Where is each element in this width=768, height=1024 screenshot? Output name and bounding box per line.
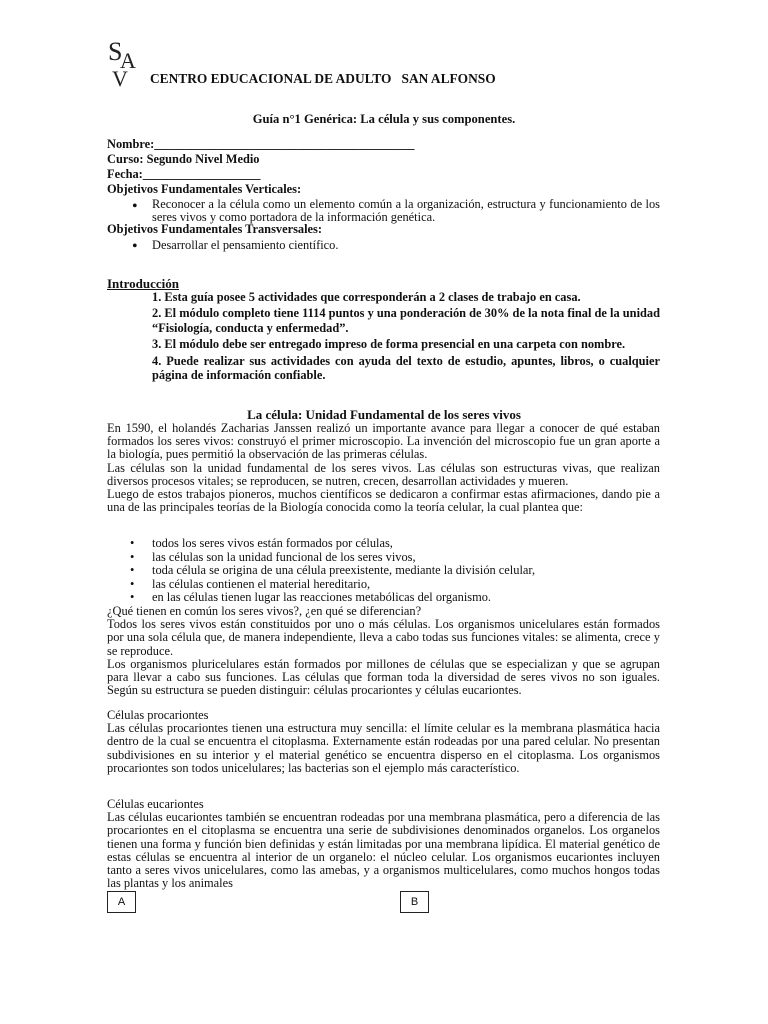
- transversal-objective-item: Desarrollar el pensamiento científico.: [152, 238, 339, 252]
- section-title: La célula: Unidad Fundamental de los seres vivos: [247, 407, 521, 422]
- intro-item-3: 3. El módulo debe ser entregado impreso de forma presencial en una carpeta con nombre.: [152, 337, 626, 352]
- guide-title: Guía n°1 Genérica: La célula y sus componentes.: [252, 112, 516, 126]
- list-item: • todos los seres vivos están formados por células,: [130, 537, 650, 551]
- figure-label-b: B: [400, 891, 429, 913]
- paragraph-multicellular: Los organismos pluricelulares están formados por millones de células que se especializan y que se agrupan para llevar a cabo sus funciones. Las células que forman toda la diversidad de seres vivos no son iguales. Según su estructura se pueden distinguir: células procariontes y células eucariontes.: [107, 656, 660, 698]
- school-logo: [106, 38, 150, 88]
- school-name: CENTRO EDUCACIONAL DE ADULTO SAN ALFONSO: [150, 71, 496, 86]
- paragraph-cell-theory: Luego de estos trabajos pioneros, muchos científicos se dedicaron a confirmar estas afirmaciones, dando pie a una de las principales teorías de la Biología conocida como la teoría celular, la cual plantea que:: [107, 487, 660, 515]
- list-item: • toda célula se origina de una célula preexistente, mediante la división celular,: [130, 564, 650, 578]
- section-body: [107, 422, 660, 514]
- vertical-objectives-heading: Objetivos Fundamentales Verticales:: [107, 182, 302, 196]
- introduction-list: [152, 290, 660, 385]
- intro-item-4: 4. Puede realizar sus actividades con ayuda del texto de estudio, apuntes, libros, o cualquier página de información confiable.: [152, 353, 660, 383]
- list-item: • las células contienen el material hereditario,: [130, 578, 650, 592]
- svg-text:A: A: [120, 48, 136, 73]
- eucariontes-section: [107, 798, 660, 890]
- intro-item-1: 1. Esta guía posee 5 actividades que corresponderán a 2 clases de trabajo en casa.: [152, 290, 581, 304]
- procariontes-heading: Células procariontes: [107, 708, 209, 722]
- date-field[interactable]: Fecha:___________________: [107, 167, 261, 181]
- cell-theory-list: [130, 537, 650, 605]
- bullet-icon: •: [132, 238, 138, 255]
- list-item: • en las células tienen lugar las reacciones metabólicas del organismo.: [130, 591, 650, 605]
- paragraph-unicellular: Todos los seres vivos están constituidos por uno o más células. Los organismos unicelulares están formados por una sola célula que, de manera independiente, lleva a cabo todas sus funciones vitales: se alimenta, crece y se reproduce.: [107, 617, 660, 658]
- transversal-objectives-heading: Objetivos Fundamentales Transversales:: [107, 222, 322, 236]
- paragraph-history: En 1590, el holandés Zacharias Janssen realizó un importante avance para llegar a conocer de qué estaban formados los seres vivos: construyó el primer microscopio. La invención del microscopio fue un gran aporte a la biología, pues permitió la observación de las primeras células.: [107, 421, 660, 462]
- intro-item-2: 2. El módulo completo tiene 1114 puntos y una ponderación de 30% de la nota final de la unidad “Fisiología, conducta y enfermedad”.: [152, 306, 660, 336]
- eucariontes-heading: Células eucariontes: [107, 797, 204, 811]
- procariontes-section: [107, 709, 660, 775]
- name-field[interactable]: Nombre:__________________________________________: [107, 137, 415, 151]
- eucariontes-text: Las células eucariontes también se encuentran rodeadas por una membrana plasmática, pero a diferencia de las procariontes en el citoplasma se encuentra una serie de subdivisiones denominados organelos. Los organelos tienen una forma y función bien definidas y están limitadas por una membrana lipídica. El material genético de estas células se encuentra al interior de un organelo: el núcleo celular. Los organismos eucariontes incluyen tanto a seres vivos unicelulares, como las amebas, y a organismos multicelulares, como muchos hongos todas las plantas y los animales: [107, 810, 660, 891]
- bullet-icon: •: [132, 198, 138, 215]
- section-body-2: [107, 605, 660, 697]
- introduction-heading: Introducción: [107, 276, 179, 291]
- svg-text:V: V: [112, 66, 128, 88]
- procariontes-text: Las células procariontes tienen una estructura muy sencilla: el límite celular es la membrana plasmática hacia dentro de la cual se encuentra el citoplasma. Externamente están rodeadas por una pared celular. No presentan subdivisiones en su interior y el material genético se encuentra disperso en el citoplasma. Los organismos procariontes son todos unicelulares; las bacterias son el ejemplo más característico.: [107, 721, 660, 775]
- vertical-objective-item: Reconocer a la célula como un elemento común a la organización, estructura y funcionamiento de los seres vivos y como portadora de la información genética.: [152, 197, 660, 225]
- list-item: • las células son la unidad funcional de los seres vivos,: [130, 551, 650, 565]
- paragraph-cell-definition: Las células son la unidad fundamental de los seres vivos. Las células son estructuras vivas, que realizan diversos procesos vitales; se reproducen, se nutren, crecen, desarrollan actividades y mueren.: [107, 460, 660, 488]
- svg-text:S: S: [108, 38, 123, 66]
- course-field: Curso: Segundo Nivel Medio: [107, 152, 260, 166]
- figure-label-a: A: [107, 891, 136, 913]
- question-text: ¿Qué tienen en común los seres vivos?, ¿en qué se diferencian?: [107, 604, 422, 618]
